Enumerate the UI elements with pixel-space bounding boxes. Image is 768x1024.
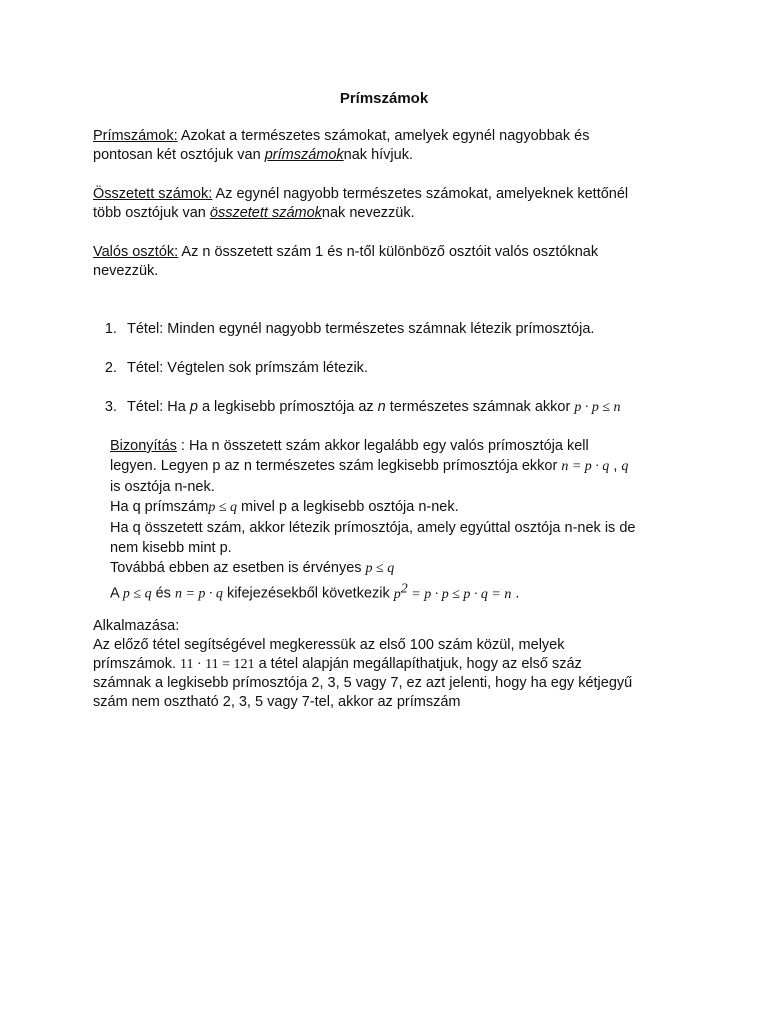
proof-text: kifejezésekből következik — [222, 585, 394, 602]
theorem-text: a legkisebb prímosztója az — [197, 399, 378, 415]
math-formula-rest: = p · p ≤ p · q = n — [407, 586, 512, 602]
math-formula: 11 · 11 = 121 — [180, 657, 255, 672]
theorem-2 — [93, 359, 693, 378]
application-text: számnak a legkisebb prímosztója 2, 3, 5 vagy 7, ez azt jelenti, hogy ha egy kétjegyű — [93, 675, 633, 691]
theorem-1 — [93, 320, 693, 339]
definition-term: Valós osztók: — [93, 244, 179, 260]
proof-text: Továbbá ebben az esetben is érvényes — [110, 560, 366, 576]
list-number: 1. — [104, 321, 117, 337]
list-number: 3. — [104, 399, 117, 415]
math-variable: p — [189, 399, 198, 415]
math-variable: q — [621, 459, 629, 474]
proof-text: Ha q összetett szám, akkor létezik prímosztója, amely egyúttal osztója n-nek is de — [110, 520, 636, 536]
theorem-3 — [93, 398, 693, 417]
definition-divisors — [93, 243, 653, 281]
application-text: Az előző tétel segítségével megkeressük az első 100 szám közül, melyek — [93, 637, 565, 653]
proof-text: is osztója n-nek. — [110, 479, 215, 495]
math-formula: n = p · q — [561, 459, 610, 474]
math-formula — [393, 581, 512, 602]
proof-text: . — [511, 585, 520, 602]
theorem-text: Tétel: Végtelen sok prímszám létezik. — [127, 360, 368, 376]
list-number: 2. — [104, 360, 117, 376]
application-text: prímszámok. — [93, 656, 181, 672]
proof-text: legyen. Legyen p az n természetes szám legkisebb prímosztója ekkor — [110, 458, 562, 474]
application-block — [93, 617, 693, 712]
definition-text: Azokat a természetes számokat, amelyek egynél nagyobbak és pontosan két osztójuk van — [93, 128, 590, 163]
theorem-text: Tétel: Ha — [127, 399, 190, 415]
math-formula: p · p ≤ n — [574, 400, 621, 415]
proof-text: nem kisebb mint p. — [110, 540, 232, 556]
proof-block — [110, 436, 680, 605]
proof-text: mivel p a legkisebb osztója n-nek. — [237, 499, 459, 515]
math-formula: p ≤ q — [365, 561, 395, 576]
definition-text: nak nevezzük. — [321, 205, 415, 221]
math-variable: p — [393, 586, 401, 602]
application-heading: Alkalmazása: — [93, 618, 180, 634]
definition-text: Az n összetett szám 1 és n-től különböző osztóit valós osztóknak nevezzük. — [93, 244, 599, 279]
definition-composite — [93, 185, 653, 223]
math-formula: n = p · q — [174, 586, 223, 602]
proof-text: és — [151, 585, 175, 602]
page-title: Prímszámok — [339, 90, 429, 107]
math-formula: p ≤ q — [122, 586, 152, 602]
definition-emphasis: prímszámok — [264, 147, 344, 163]
proof-text: A — [110, 585, 123, 602]
theorem-text: természetes számnak akkor — [385, 399, 575, 415]
math-variable: n — [377, 399, 386, 415]
definition-term: Összetett számok: — [93, 186, 213, 202]
math-exponent: 2 — [400, 581, 408, 596]
proof-text: Ha q prímszám — [110, 499, 209, 515]
math-formula: p ≤ q — [208, 500, 237, 515]
proof-text: : Ha n összetett szám akkor legalább egy valós prímosztója kell — [176, 438, 589, 454]
proof-text: , — [609, 458, 622, 474]
application-text: szám nem osztható 2, 3, 5 vagy 7-tel, akkor az prímszám — [93, 694, 461, 710]
proof-term: Bizonyítás — [110, 438, 177, 454]
definition-emphasis: összetett számok — [209, 205, 322, 221]
theorem-text: Tétel: Minden egynél nagyobb természetes számnak létezik prímosztója. — [127, 321, 595, 337]
definition-text: Az egynél nagyobb természetes számokat, amelyeknek kettőnél több osztójuk van — [93, 186, 629, 221]
definition-prime — [93, 127, 653, 165]
definition-term: Prímszámok: — [93, 128, 178, 144]
application-text: a tétel alapján megállapíthatjuk, hogy az első száz — [254, 656, 582, 672]
definition-text: nak hívjuk. — [343, 147, 413, 163]
